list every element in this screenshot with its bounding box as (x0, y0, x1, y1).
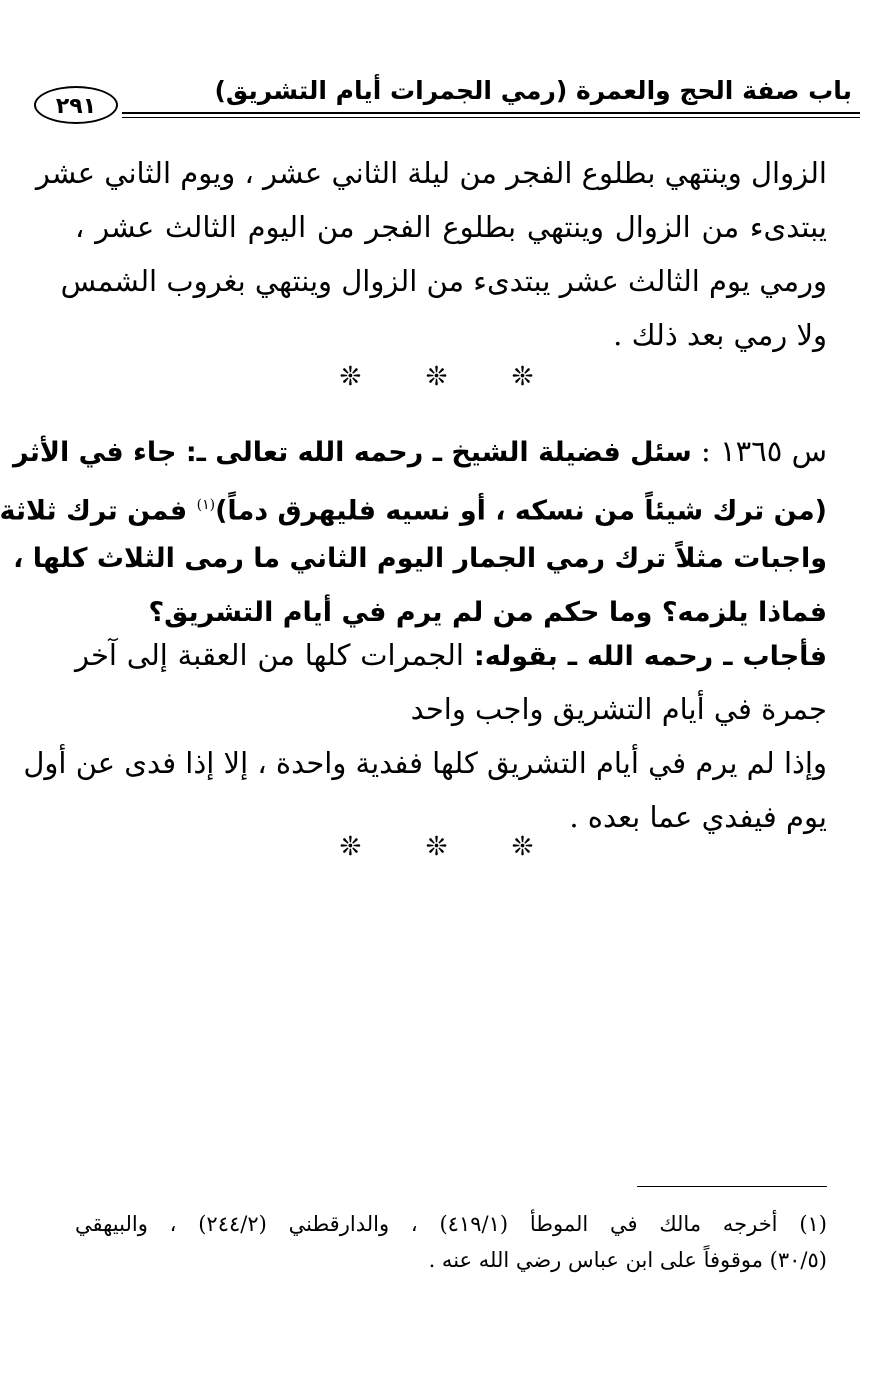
text-line: يبتدىء من الزوال وينتهي بطلوع الفجر من اليوم الثالث عشر ، (75, 210, 827, 244)
answer-line (75, 628, 827, 682)
section-separator: ❊ ❊ ❊ (339, 832, 562, 862)
question-block (0, 424, 827, 640)
answer-lead: فأجاب ـ رحمه الله ـ بقوله: (463, 641, 827, 672)
answer-line: يوم فيفدي عما بعده . (569, 800, 827, 834)
footnote-ref: (١) (196, 497, 216, 513)
section-separator: ❊ ❊ ❊ (339, 362, 562, 392)
question-line: فماذا يلزمه؟ وما حكم من لم يرم في أيام التشريق؟ (148, 597, 827, 628)
footnote-line: (١) أخرجه مالك في الموطأ (٤١٩/١) ، والدارقطني (٢٤٤/٢) ، والبيهقي (75, 1212, 827, 1236)
question-number: س ١٣٦٥ : (691, 434, 827, 468)
answer-line: جمرة في أيام التشريق واجب واحد (410, 692, 827, 726)
question-line: واجبات مثلاً ترك رمي الجمار اليوم الثاني ما رمى الثلاث كلها ، (13, 543, 827, 574)
answer-text: الجمرات كلها من العقبة إلى آخر (75, 638, 464, 672)
header-rule (122, 112, 860, 114)
chapter-title: باب صفة الحج والعمرة (رمي الجمرات أيام التشريق) (214, 76, 852, 105)
text-line: ولا رمي بعد ذلك . (613, 318, 827, 352)
text-line: الزوال وينتهي بطلوع الفجر من ليلة الثاني عشر ، ويوم الثاني عشر (35, 156, 827, 190)
footnote-rule (637, 1186, 827, 1187)
footnote-line: (٣٠/٥) موقوفاً على ابن عباس رضي الله عنه . (428, 1248, 827, 1272)
text-line: ورمي يوم الثالث عشر يبتدىء من الزوال وينتهي بغروب الشمس (60, 264, 827, 298)
header-rule-thin (122, 117, 860, 118)
page-number: ٢٩١ (34, 86, 118, 124)
paragraph-continuation (35, 146, 827, 362)
question-line (12, 424, 827, 478)
question-text: فمن ترك ثلاثة (0, 495, 197, 527)
answer-line: وإذا لم يرم في أيام التشريق كلها ففدية واحدة ، إلا إذا فدى عن أول (23, 746, 827, 780)
running-header (34, 74, 860, 126)
question-line (0, 478, 827, 532)
footnote (75, 1206, 827, 1278)
question-text: (من ترك شيئاً من نسكه ، أو نسيه فليهرق دماً) (215, 495, 827, 527)
answer-block (23, 628, 827, 844)
question-text: سئل فضيلة الشيخ ـ رحمه الله تعالى ـ: جاء في الأثر (12, 437, 692, 468)
